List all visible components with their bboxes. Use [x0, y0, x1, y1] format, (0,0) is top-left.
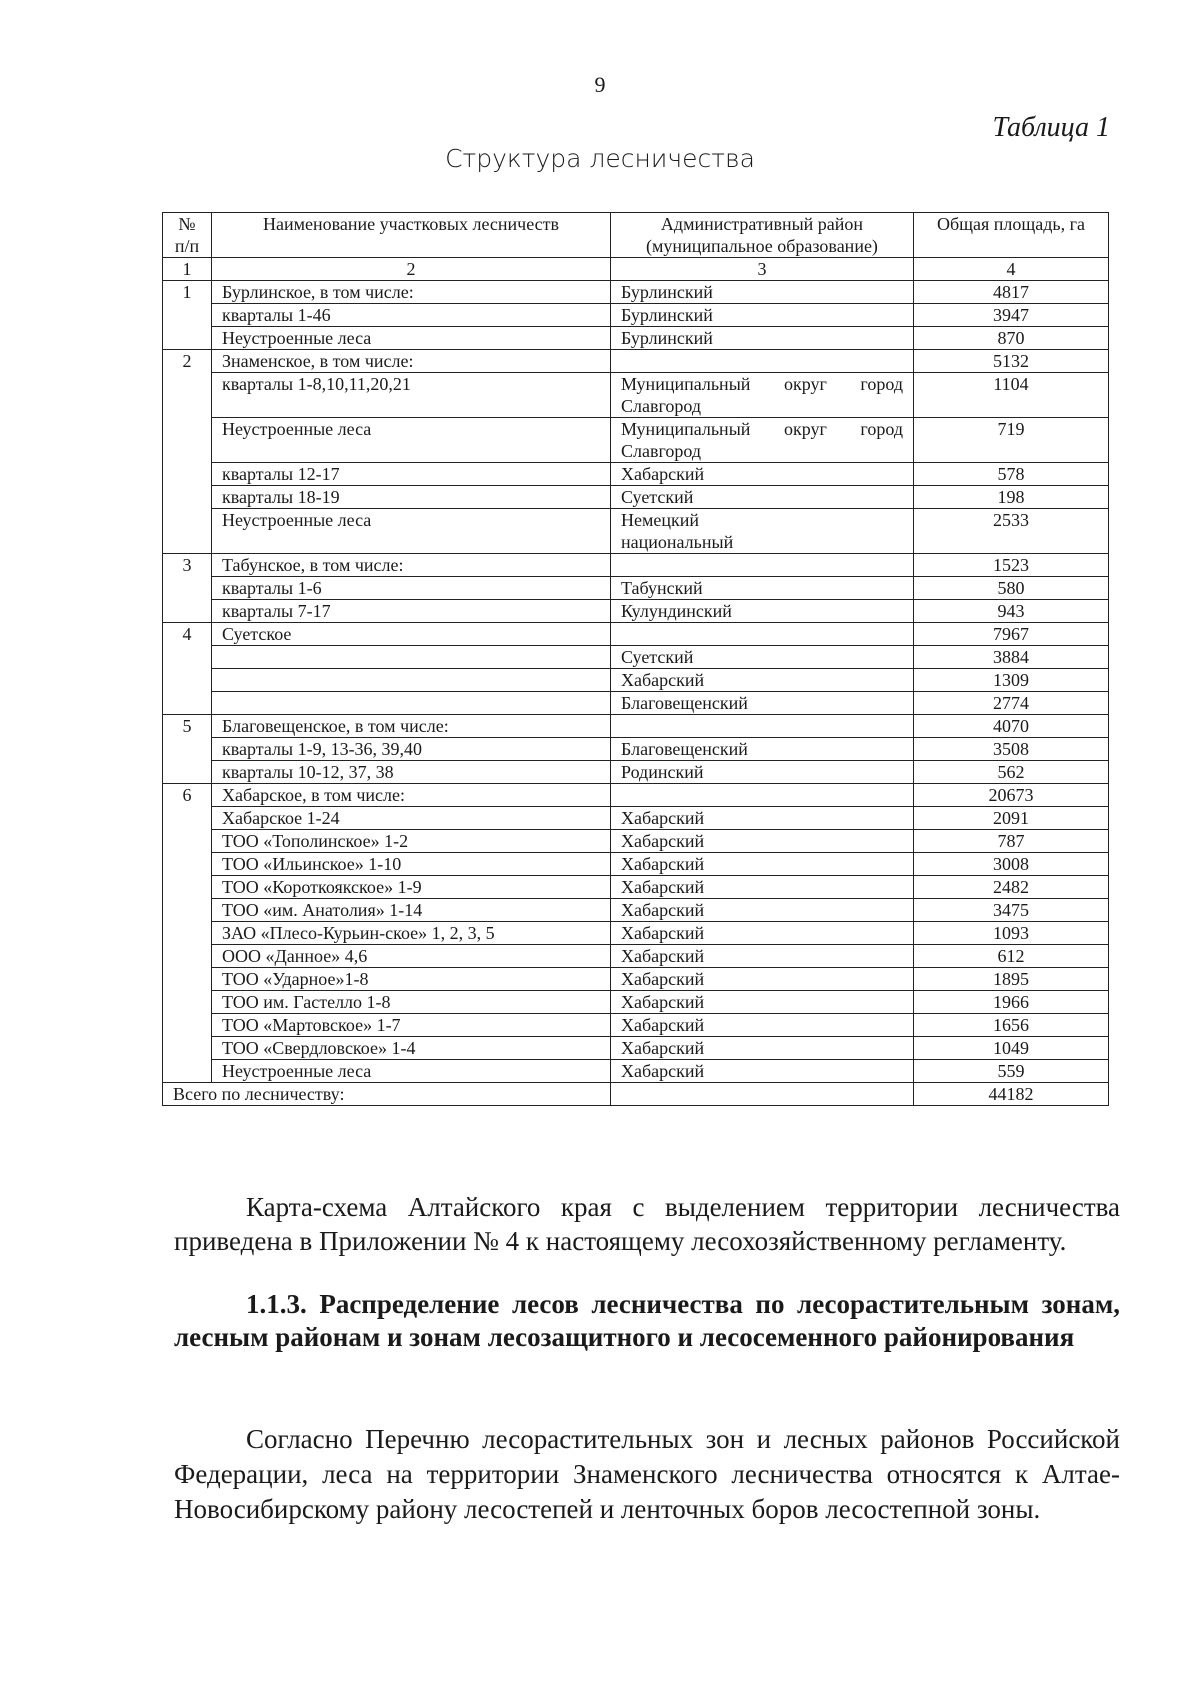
forestry-structure-table — [162, 212, 1109, 1106]
row-forestry-name: ТОО «Свердловское» 1-4 — [212, 1037, 611, 1060]
row-district — [611, 554, 914, 577]
row-number — [163, 646, 212, 669]
row-district: Хабарский — [611, 807, 914, 830]
row-forestry-name: ТОО «Ильинское» 1-10 — [212, 853, 611, 876]
row-district: Благовещенский — [611, 738, 914, 761]
total-district — [611, 1083, 914, 1106]
table-caption: Таблица 1 — [992, 112, 1110, 143]
row-area: 3508 — [914, 738, 1109, 761]
row-number — [163, 761, 212, 784]
row-forestry-name: кварталы 18-19 — [212, 486, 611, 509]
row-area: 787 — [914, 830, 1109, 853]
row-number — [163, 463, 212, 486]
row-area: 943 — [914, 600, 1109, 623]
row-number — [163, 968, 212, 991]
table-row — [163, 669, 1109, 692]
row-area: 1049 — [914, 1037, 1109, 1060]
row-district — [611, 509, 914, 554]
row-forestry-name: Неустроенные леса — [212, 509, 611, 554]
row-district: Благовещенский — [611, 692, 914, 715]
table-row — [163, 968, 1109, 991]
header-district: Административный район (муниципальное образование) — [611, 213, 914, 258]
row-forestry-name: кварталы 7-17 — [212, 600, 611, 623]
row-forestry-name: ТОО «Мартовское» 1-7 — [212, 1014, 611, 1037]
row-area: 1093 — [914, 922, 1109, 945]
row-number — [163, 509, 212, 554]
row-number — [163, 899, 212, 922]
row-district: Бурлинский — [611, 304, 914, 327]
table-row — [163, 600, 1109, 623]
total-label: Всего по лесничеству: — [163, 1083, 611, 1106]
row-district: Хабарский — [611, 1014, 914, 1037]
row-forestry-name: кварталы 1-46 — [212, 304, 611, 327]
table-row — [163, 304, 1109, 327]
row-area: 3008 — [914, 853, 1109, 876]
row-district: Хабарский — [611, 945, 914, 968]
row-district: Бурлинский — [611, 281, 914, 304]
column-number-4: 4 — [914, 258, 1109, 281]
row-number — [163, 1014, 212, 1037]
row-area: 1966 — [914, 991, 1109, 1014]
row-area: 580 — [914, 577, 1109, 600]
row-forestry-name: кварталы 1-9, 13-36, 39,40 — [212, 738, 611, 761]
row-number — [163, 669, 212, 692]
row-area: 2091 — [914, 807, 1109, 830]
row-forestry-name: Неустроенные леса — [212, 418, 611, 463]
table-row — [163, 646, 1109, 669]
table-row — [163, 807, 1109, 830]
row-number — [163, 853, 212, 876]
row-district: Табунский — [611, 577, 914, 600]
table-row — [163, 715, 1109, 738]
row-area: 7967 — [914, 623, 1109, 646]
table-row — [163, 1037, 1109, 1060]
row-area: 2482 — [914, 876, 1109, 899]
table-row — [163, 554, 1109, 577]
row-number — [163, 327, 212, 350]
row-number: 3 — [163, 554, 212, 577]
row-forestry-name: ТОО «Ударное»1-8 — [212, 968, 611, 991]
row-area: 562 — [914, 761, 1109, 784]
row-forestry-name: кварталы 1-6 — [212, 577, 611, 600]
column-number-3: 3 — [611, 258, 914, 281]
table-row — [163, 830, 1109, 853]
row-number — [163, 807, 212, 830]
row-area: 559 — [914, 1060, 1109, 1083]
row-district — [611, 623, 914, 646]
row-number: 6 — [163, 784, 212, 807]
total-area: 44182 — [914, 1083, 1109, 1106]
row-district: Суетский — [611, 646, 914, 669]
header-number: № п/п — [163, 213, 212, 258]
column-number-1: 1 — [163, 258, 212, 281]
row-district-line-2: Славгород — [621, 441, 702, 461]
table-row — [163, 1014, 1109, 1037]
row-district: Хабарский — [611, 669, 914, 692]
row-district: Хабарский — [611, 922, 914, 945]
row-number — [163, 486, 212, 509]
row-district — [611, 784, 914, 807]
row-forestry-name — [212, 646, 611, 669]
row-forestry-name: кварталы 12-17 — [212, 463, 611, 486]
row-number — [163, 304, 212, 327]
row-forestry-name — [212, 692, 611, 715]
table-column-numbers-row — [163, 258, 1109, 281]
row-number — [163, 738, 212, 761]
row-district — [611, 715, 914, 738]
row-forestry-name: ТОО «Тополинское» 1-2 — [212, 830, 611, 853]
column-number-2: 2 — [212, 258, 611, 281]
row-area: 20673 — [914, 784, 1109, 807]
row-forestry-name: Неустроенные леса — [212, 327, 611, 350]
table-row — [163, 922, 1109, 945]
row-district: Хабарский — [611, 968, 914, 991]
row-forestry-name: Хабарское, в том числе: — [212, 784, 611, 807]
row-district — [611, 350, 914, 373]
table-row — [163, 486, 1109, 509]
row-area: 719 — [914, 418, 1109, 463]
table-title: Структура лесничества — [445, 144, 755, 173]
table-row — [163, 418, 1109, 463]
row-area: 3884 — [914, 646, 1109, 669]
row-district-line-2: национальный — [621, 532, 734, 552]
table-row — [163, 784, 1109, 807]
table-header-row — [163, 213, 1109, 258]
row-number — [163, 373, 212, 418]
row-district — [611, 373, 914, 418]
row-forestry-name: Хабарское 1-24 — [212, 807, 611, 830]
row-area: 578 — [914, 463, 1109, 486]
page-number: 9 — [594, 72, 606, 97]
row-district-line-1: Муниципальный округ город — [621, 419, 903, 439]
row-forestry-name: ТОО «Короткоякское» 1-9 — [212, 876, 611, 899]
row-number — [163, 1060, 212, 1083]
row-district: Хабарский — [611, 991, 914, 1014]
row-district: Суетский — [611, 486, 914, 509]
row-area: 870 — [914, 327, 1109, 350]
table-row — [163, 738, 1109, 761]
row-number — [163, 876, 212, 899]
row-number — [163, 577, 212, 600]
row-district: Родинский — [611, 761, 914, 784]
table-row — [163, 1060, 1109, 1083]
row-district: Хабарский — [611, 899, 914, 922]
row-area: 198 — [914, 486, 1109, 509]
table-row — [163, 991, 1109, 1014]
row-forestry-name — [212, 669, 611, 692]
table-row — [163, 281, 1109, 304]
row-forestry-name: Бурлинское, в том числе: — [212, 281, 611, 304]
row-area: 3475 — [914, 899, 1109, 922]
row-forestry-name: Неустроенные леса — [212, 1060, 611, 1083]
row-district: Хабарский — [611, 463, 914, 486]
table-row — [163, 692, 1109, 715]
row-area: 3947 — [914, 304, 1109, 327]
row-area: 1895 — [914, 968, 1109, 991]
table-row — [163, 853, 1109, 876]
row-area: 5132 — [914, 350, 1109, 373]
row-number: 2 — [163, 350, 212, 373]
row-district: Хабарский — [611, 876, 914, 899]
table-row — [163, 876, 1109, 899]
row-district: Хабарский — [611, 830, 914, 853]
table-row — [163, 945, 1109, 968]
row-number — [163, 945, 212, 968]
row-area: 1656 — [914, 1014, 1109, 1037]
header-area: Общая площадь, га — [914, 213, 1109, 258]
row-forestry-name: ООО «Данное» 4,6 — [212, 945, 611, 968]
table-total-row — [163, 1083, 1109, 1106]
row-district-line-2: Славгород — [621, 396, 702, 416]
table-row — [163, 350, 1109, 373]
row-number — [163, 418, 212, 463]
row-forestry-name: Знаменское, в том числе: — [212, 350, 611, 373]
table-row — [163, 577, 1109, 600]
row-forestry-name: ЗАО «Плесо-Курьин-ское» 1, 2, 3, 5 — [212, 922, 611, 945]
row-number — [163, 600, 212, 623]
table-row — [163, 463, 1109, 486]
table-row — [163, 327, 1109, 350]
row-forestry-name: кварталы 10-12, 37, 38 — [212, 761, 611, 784]
map-reference-paragraph: Карта-схема Алтайского края с выделением территории лесничества приведена в Приложении № 4 к настоящему лесохозяйственному регламенту. — [174, 1192, 1120, 1256]
row-district: Хабарский — [611, 853, 914, 876]
row-number — [163, 991, 212, 1014]
row-area: 1104 — [914, 373, 1109, 418]
table-row — [163, 509, 1109, 554]
row-area: 1309 — [914, 669, 1109, 692]
row-district: Кулундинский — [611, 600, 914, 623]
row-area: 1523 — [914, 554, 1109, 577]
forest-zones-paragraph: Согласно Перечню лесорастительных зон и лесных районов Российской Федерации, леса на территории Знаменского лесничества относятся к Алтае-Новосибирскому району лесостепей и ленточных боров лесостепной зоны. — [174, 1424, 1120, 1524]
row-number: 4 — [163, 623, 212, 646]
row-forestry-name: ТОО им. Гастелло 1-8 — [212, 991, 611, 1014]
row-number — [163, 1037, 212, 1060]
row-forestry-name: ТОО «им. Анатолия» 1-14 — [212, 899, 611, 922]
row-forestry-name: Табунское, в том числе: — [212, 554, 611, 577]
row-area: 4817 — [914, 281, 1109, 304]
table-row — [163, 373, 1109, 418]
row-district: Хабарский — [611, 1037, 914, 1060]
row-district-line-1: Муниципальный округ город — [621, 374, 903, 394]
table-row — [163, 899, 1109, 922]
row-area: 2533 — [914, 509, 1109, 554]
table-row — [163, 761, 1109, 784]
row-number — [163, 922, 212, 945]
header-name: Наименование участковых лесничеств — [212, 213, 611, 258]
row-number: 1 — [163, 281, 212, 304]
row-district: Хабарский — [611, 1060, 914, 1083]
row-number — [163, 830, 212, 853]
section-heading: 1.1.3. Распределение лесов лесничества по лесорастительным зонам, лесным районам и зонам лесозащитного и лесосеменного районирования — [174, 1289, 1120, 1352]
row-area: 612 — [914, 945, 1109, 968]
row-district-line-1: Немецкий — [621, 510, 700, 530]
row-area: 2774 — [914, 692, 1109, 715]
row-forestry-name: кварталы 1-8,10,11,20,21 — [212, 373, 611, 418]
row-forestry-name: Благовещенское, в том числе: — [212, 715, 611, 738]
row-number — [163, 692, 212, 715]
table-row — [163, 623, 1109, 646]
row-district: Бурлинский — [611, 327, 914, 350]
table-body — [163, 281, 1109, 1083]
row-forestry-name: Суетское — [212, 623, 611, 646]
row-area: 4070 — [914, 715, 1109, 738]
row-number: 5 — [163, 715, 212, 738]
row-district — [611, 418, 914, 463]
